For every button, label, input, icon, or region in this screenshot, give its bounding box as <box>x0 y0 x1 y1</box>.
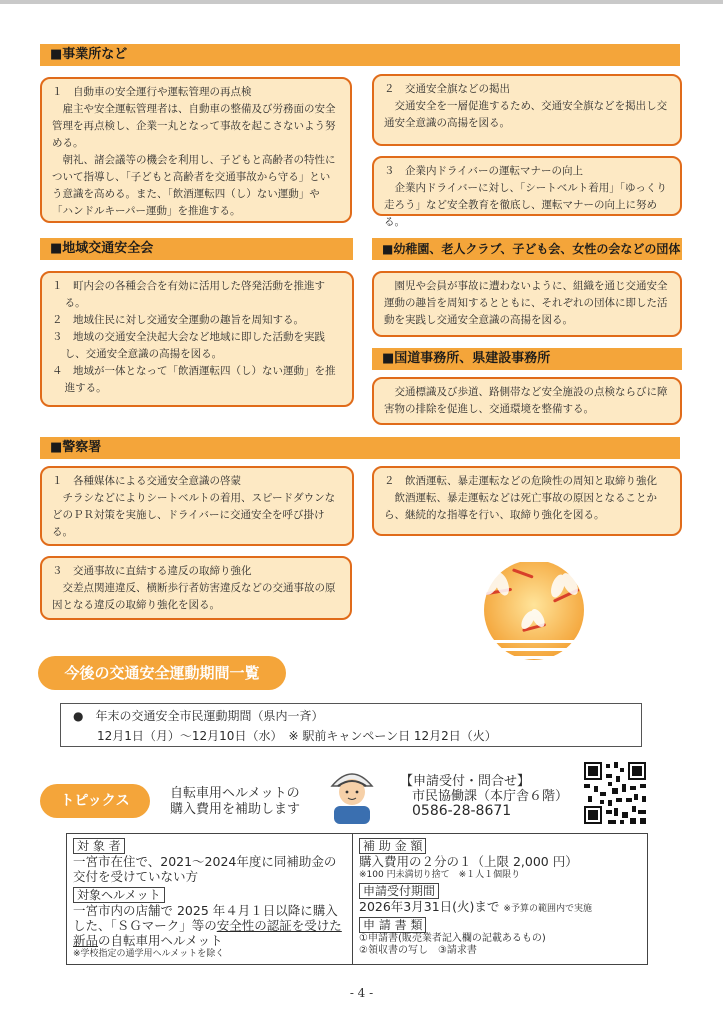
box-title: １ 各種媒体による交通安全意識の啓蒙 <box>52 475 241 487</box>
schedule-box <box>60 703 642 747</box>
box-title: ２ 飲酒運転、暴走運転などの危険性の周知と取締り強化 <box>384 475 657 487</box>
box-text: 企業内ドライバーに対し、「シートベルト着用」「ゆっくり走ろう」など安全教育を徹底し、運転マナーの向上に努める。 <box>384 182 667 228</box>
topics-pill: トピックス <box>40 784 150 818</box>
helmet-note: ※学校指定の通学用ヘルメットを除く <box>73 949 225 959</box>
box-text: 交差点関連違反、横断歩行者妨害違反などの交通事故の原因となる違反の取締り強化を図る。 <box>52 582 336 611</box>
box-text: ４ 地域が一体となって「飲酒運転四（し）ない運動」を推進する。 <box>52 365 336 394</box>
section-bar-chiiki: ■地域交通安全会 <box>40 238 353 260</box>
kikan-text: 2026年3月31日(火)まで <box>359 899 500 914</box>
box-title: ２ 交通安全旗などの掲出 <box>384 83 510 95</box>
box-jigyosho-3 <box>372 156 682 228</box>
box-text: 交通安全を一層促進するため、交通安全旗などを掲出し交通安全意識の高揚を図る。 <box>384 100 668 129</box>
box-keisatsu-2 <box>372 466 682 536</box>
topics-headline <box>170 786 300 818</box>
box-text: 交通標識及び歩道、路側帯など安全施設の点検ならびに障害物の排除を促進し、交通環境を整備する。 <box>384 386 668 415</box>
box-text: チラシなどによりシートベルトの着用、スピードダウンなどのＰＲ対策を実施し、ドライバーに交通安全を呼び掛ける。 <box>52 492 336 538</box>
helmet-person-icon <box>324 760 380 824</box>
taisho-label: 対 象 者 <box>73 838 125 854</box>
qr-code-icon[interactable] <box>582 760 648 826</box>
schedule-item-title: ● 年末の交通安全市民運動期間（県内一斉） <box>73 709 324 723</box>
section-bar-kokudo: ■国道事務所、県建設事務所 <box>372 348 682 370</box>
kikan-row <box>359 899 641 915</box>
contact-dept: 市民協働課（本庁舎６階） <box>412 789 569 804</box>
kikan-label: 申請受付期間 <box>359 883 439 899</box>
topics-headline-line1: 自転車用ヘルメットの <box>170 786 300 801</box>
box-text: 飲酒運転、暴走運転などは死亡事故の原因となることから、継続的な指導を行い、取締り強化を図る。 <box>384 492 657 521</box>
shorui-item-1: ①申請書(販売業者記入欄の記載あるもの) <box>359 933 546 944</box>
section-bar-jigyosho: ■事業所など <box>40 44 680 66</box>
box-chiiki <box>40 271 354 407</box>
box-text: ３ 地域の交通安全決起大会など地域に即した活動を実践し、交通安全意識の高揚を図る。 <box>52 331 325 360</box>
schedule-item-dates: 12月1日（月）～12月10日（水） ※ 駅前キャンペーン日 12月2日（火） <box>97 729 497 743</box>
helmet-text-underlined: 安全性の認証を受けた新品 <box>73 918 342 948</box>
hojo-text: 購入費用の２分の１（上限 2,000 円） <box>359 854 578 869</box>
section-bar-keisatsu: ■警察署 <box>40 437 680 459</box>
subsidy-right-column <box>353 834 647 964</box>
section-bar-youchien: ■幼稚園、老人クラブ、子ども会、女性の会などの団体 <box>372 238 682 260</box>
box-kokudo <box>372 377 682 425</box>
page-top-border <box>0 0 723 4</box>
shorui-label: 申 請 書 類 <box>359 917 426 933</box>
box-text: 園児や会員が事故に遭わないように、組織を通じ交通安全運動の趣旨を周知するとともに、それぞれの団体に即した活動を実践し交通安全意識の高揚を図る。 <box>384 280 668 326</box>
helmet-text-part2: の自転車用ヘルメット <box>98 933 223 948</box>
box-title: １ 自動車の安全運行や運転管理の再点検 <box>52 86 252 98</box>
schedule-heading: 今後の交通安全運動期間一覧 <box>38 656 286 690</box>
subsidy-left-column <box>67 834 353 964</box>
kikan-note: ※予算の範囲内で実施 <box>503 904 592 914</box>
contact-block <box>400 774 568 819</box>
box-jigyosho-1 <box>40 77 352 223</box>
helmet-text <box>73 903 346 948</box>
shorui-item-2: ②領収書の写し ③請求書 <box>359 945 477 956</box>
box-keisatsu-1 <box>40 466 354 546</box>
box-title: ３ 企業内ドライバーの運転マナーの向上 <box>384 165 583 177</box>
box-text: １ 町内会の各種会合を有効に活用した啓発活動を推進する。 <box>52 280 325 309</box>
box-text: 雇主や安全運転管理者は、自動車の整備及び労務面の安全管理を再点検し、企業一丸となって事故を起こさないよう努める。 <box>52 103 336 149</box>
contact-tel: 0586-28-8671 <box>412 803 512 819</box>
hojo-note: ※100 円未満切り捨て ※１人１個限り <box>359 870 521 880</box>
taisho-text: 一宮市在住で、2021～2024年度に同補助金の交付を受けていない方 <box>73 854 337 884</box>
contact-label: 【申請受付・問合せ】 <box>400 774 531 789</box>
box-title: ３ 交通事故に直結する違反の取締り強化 <box>52 565 252 577</box>
helmet-label: 対象ヘルメット <box>73 887 165 903</box>
box-keisatsu-3 <box>40 556 352 620</box>
box-jigyosho-2 <box>372 74 682 146</box>
sunset-dragonflies-icon <box>452 562 612 672</box>
subsidy-table <box>66 833 648 965</box>
topics-headline-line2: 購入費用を補助します <box>170 802 301 817</box>
helmet-text-part1: 一宮市内の店舗で 2025 年４月１日以降に購入した、「ＳＧマーク」等の <box>73 903 338 933</box>
box-text: 朝礼、諸会議等の機会を利用し、子どもと高齢者の特性について指導し、「子どもと高齢者を交通事故から守る」という意識を高める。また、「飲酒運転四（し）ない運動」や「ハンドルキーパー運動」を推進する。 <box>52 154 336 217</box>
box-youchien <box>372 271 682 337</box>
hojo-label: 補 助 金 額 <box>359 838 426 854</box>
page-number: - 4 - <box>349 986 374 1000</box>
box-text: ２ 地域住民に対し交通安全運動の趣旨を周知する。 <box>52 314 304 326</box>
